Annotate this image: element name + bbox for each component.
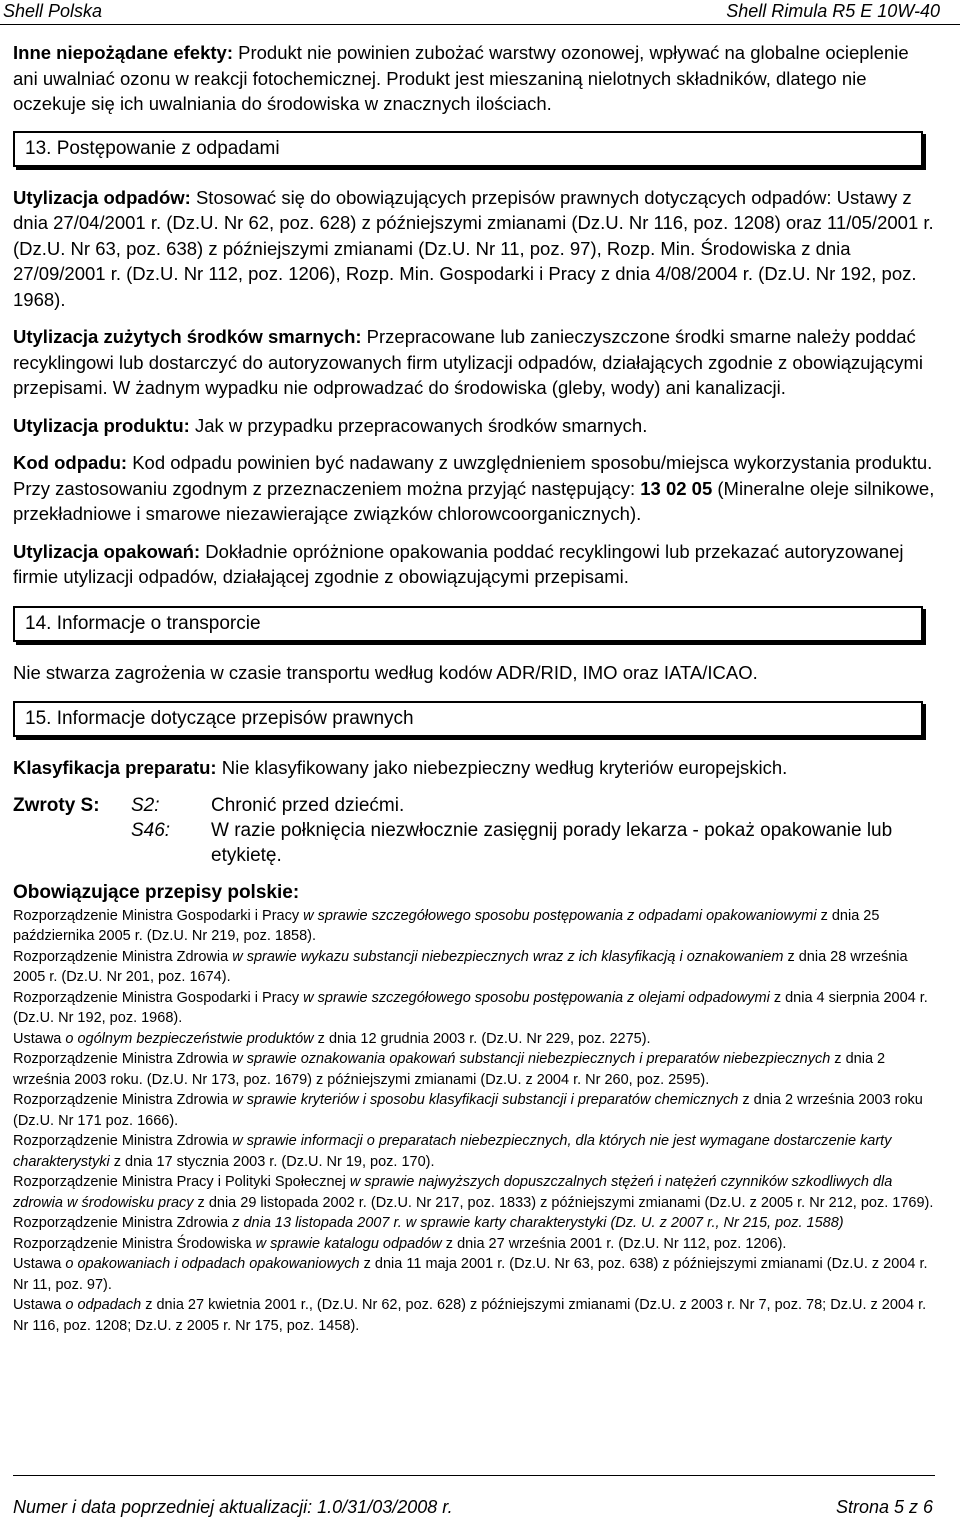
s2-text: Chronić przed dziećmi. xyxy=(211,794,405,816)
regulation-item: Rozporządzenie Ministra Pracy i Polityki Społecznej w sprawie najwyższych dopuszczalnych stężeń i natężeń czynników szkodliwych dla zdrowia w środowisku pracy z dnia 29 listopada 2002 r. (Dz.U. Nr 217, poz. 1833) z późniejszymi zmianami (Dz.U. z 2005 r. Nr 212, poz. 1769). xyxy=(13,1174,934,1211)
waste-code-paragraph xyxy=(13,450,938,527)
waste-code-label: Kod odpadu: xyxy=(13,452,128,473)
page-content xyxy=(13,40,938,1336)
used-lubricants-label: Utylizacja zużytych środków smarnych: xyxy=(13,326,362,347)
page-footer xyxy=(13,1496,933,1518)
product-disposal-label: Utylizacja produktu: xyxy=(13,414,190,436)
regulations-list xyxy=(13,906,938,1337)
section-13-heading: 13. Postępowanie z odpadami xyxy=(13,131,923,167)
regulation-item: Rozporządzenie Ministra Środowiska w sprawie katalogu odpadów z dnia 27 września 2001 r. (Dz.U. Nr 112, poz. 1206). xyxy=(13,1235,787,1252)
classification-paragraph xyxy=(13,755,938,781)
product-disposal-text: Jak w przypadku przepracowanych środków smarnych. xyxy=(189,414,648,436)
s46-code: S46: xyxy=(131,819,171,841)
header-product: Shell Rimula R5 E 10W-40 xyxy=(726,1,940,21)
regulation-item: Rozporządzenie Ministra Gospodarki i Pracy w sprawie szczegółowego sposobu postępowania z odpadami opakowaniowymi z dnia 25 października 2005 r. (Dz.U. Nr 219, poz. 1858). xyxy=(13,907,880,944)
packaging-disposal-label: Utylizacja opakowań: xyxy=(13,540,201,562)
safety-phrases-label: Zwroty S: xyxy=(13,794,100,816)
used-lubricants-text: Przepracowane lub zanieczyszczone środki smarne należy poddać recyklingowi lub dostarczyć do autoryzowanych firm utylizacji odpadów, działających zgodnie z obowiązującymi przepisami. W żadnym wypadku nie odprowadzać do środowiska (gleby, wody) ani kanalizacji. xyxy=(13,326,924,398)
regulation-item: Ustawa o opakowaniach i odpadach opakowaniowych z dnia 11 maja 2001 r. (Dz.U. Nr 63, poz. 638) z późniejszymi zmianami (Dz.U. z 2004 r. Nr 11, poz. 97). xyxy=(13,1256,928,1293)
waste-code-number: 13 02 05 xyxy=(640,477,713,499)
regulation-item: Rozporządzenie Ministra Zdrowia z dnia 13 listopada 2007 r. w sprawie karty charakterystyki (Dz. U. z 2007 r., Nr 215, poz. 1588) xyxy=(13,1215,844,1231)
regulation-item: Rozporządzenie Ministra Zdrowia w sprawie oznakowania opakowań substancji niebezpiecznych i preparatów niebezpiecznych z dnia 2 września 2003 roku. (Dz.U. Nr 173, poz. 1679) z późniejszymi zmianami (Dz.U. z 2004 r. Nr 260, poz. 2595). xyxy=(13,1051,886,1088)
s46-text: W razie połknięcia niezwłocznie zasięgnij porady lekarza - pokaż opakowanie lub etykietę. xyxy=(211,819,893,866)
section-15-heading: 15. Informacje dotyczące przepisów prawnych xyxy=(13,701,923,737)
header-rule xyxy=(0,24,960,25)
product-disposal-paragraph xyxy=(13,413,938,439)
other-effects-text: Produkt nie powinien zubożać warstwy ozonowej, wpływać na globalne ocieplenie ani uwalniać ozonu w reakcji fotochemicznej. Produkt jest mieszaniną nielotnych składników, dlatego nie oczekuje się ich uwalniania do środowiska w znacznych ilościach. xyxy=(13,42,909,114)
safety-phrases xyxy=(13,793,938,868)
header-company: Shell Polska xyxy=(3,1,103,21)
s2-code: S2: xyxy=(131,794,160,816)
other-effects-label: Inne niepożądane efekty: xyxy=(13,42,233,63)
page-header xyxy=(0,0,960,23)
footer-rule xyxy=(13,1475,935,1476)
polish-regulations-title: Obowiązujące przepisy polskie: xyxy=(13,881,300,903)
waste-disposal-label: Utylizacja odpadów: xyxy=(13,186,191,208)
regulation-item: Ustawa o odpadach z dnia 27 kwietnia 2001 r., (Dz.U. Nr 62, poz. 628) z późniejszymi zmianami (Dz.U. z 2003 r. Nr 7, poz. 78; Dz.U. z 2004 r. Nr 116, poz. 1208; Dz.U. z 2005 r. Nr 175, poz. 1458). xyxy=(13,1297,927,1334)
regulation-item: Rozporządzenie Ministra Zdrowia w sprawie kryteriów i sposobu klasyfikacji substancji i preparatów chemicznych z dnia 2 września 2003 roku (Dz.U. Nr 171 poz. 1666). xyxy=(13,1092,923,1129)
classification-text: Nie klasyfikowany jako niebezpieczny według kryteriów europejskich. xyxy=(216,757,788,778)
classification-label: Klasyfikacja preparatu: xyxy=(13,757,217,778)
packaging-disposal-text: Dokładnie opróżnione opakowania poddać recyklingowi lub przekazać autoryzowanej firmie utylizacji odpadów, działającej zgodnie z obowiązującymi przepisami. xyxy=(13,540,904,587)
waste-code-text-a: Kod odpadu powinien być nadawany z uwzględnieniem sposobu/miejsca wykorzystania produktu. Przy zastosowaniu zgodnym z przeznaczeniem można przyjąć następujący: xyxy=(13,452,933,499)
used-lubricants-paragraph xyxy=(13,324,938,401)
waste-code-text-b: (Mineralne oleje silnikowe, przekładniowe i smarowe niezawierające związków chlorowcoorganicznych). xyxy=(13,477,935,524)
section-14-heading: 14. Informacje o transporcie xyxy=(13,606,923,642)
regulation-item: Ustawa o ogólnym bezpieczeństwie produktów z dnia 12 grudnia 2003 r. (Dz.U. Nr 229, poz. 2275). xyxy=(13,1030,651,1047)
revision-info: Numer i data poprzedniej aktualizacji: 1.0/31/03/2008 r. xyxy=(13,1497,453,1517)
waste-disposal-paragraph xyxy=(13,185,938,313)
regulation-item: Rozporządzenie Ministra Gospodarki i Pracy w sprawie szczegółowego sposobu postępowania z olejami odpadowymi z dnia 4 sierpnia 2004 r. (Dz.U. Nr 192, poz. 1968). xyxy=(13,989,928,1026)
page-number: Strona 5 z 6 xyxy=(835,1497,933,1517)
regulation-item: Rozporządzenie Ministra Zdrowia w sprawie informacji o preparatach niebezpiecznych, dla których nie jest wymagane dostarczenie karty charakterystyki z dnia 17 stycznia 2003 r. (Dz.U. Nr 19, poz. 170). xyxy=(13,1133,892,1170)
packaging-disposal-paragraph xyxy=(13,539,938,590)
transport-paragraph: Nie stwarza zagrożenia w czasie transportu według kodów ADR/RID, IMO oraz IATA/ICAO. xyxy=(13,661,758,683)
other-effects-paragraph xyxy=(13,40,938,117)
regulation-item: Rozporządzenie Ministra Zdrowia w sprawie wykazu substancji niebezpiecznych wraz z ich klasyfikacją i oznakowaniem z dnia 28 września 2005 r. (Dz.U. Nr 201, poz. 1674). xyxy=(13,948,908,985)
waste-disposal-text: Stosować się do obowiązujących przepisów prawnych dotyczących odpadów: Ustawy z dnia 27/04/2001 r. (Dz.U. Nr 62, poz. 628) z późniejszymi zmianami (Dz.U. Nr 116, poz. 1208) oraz 11/05/2001 r. (Dz.U. Nr 63, poz. 638) z późniejszymi zmianami (Dz.U. Nr 11, poz. 97), Rozp. Min. Środowiska z dnia 27/09/2001 r. (Dz.U. Nr 112, poz. 1206), Rozp. Min. Gospodarki i Pracy z dnia 4/08/2004 r. (Dz.U. Nr 192, poz. 1968). xyxy=(13,186,934,310)
